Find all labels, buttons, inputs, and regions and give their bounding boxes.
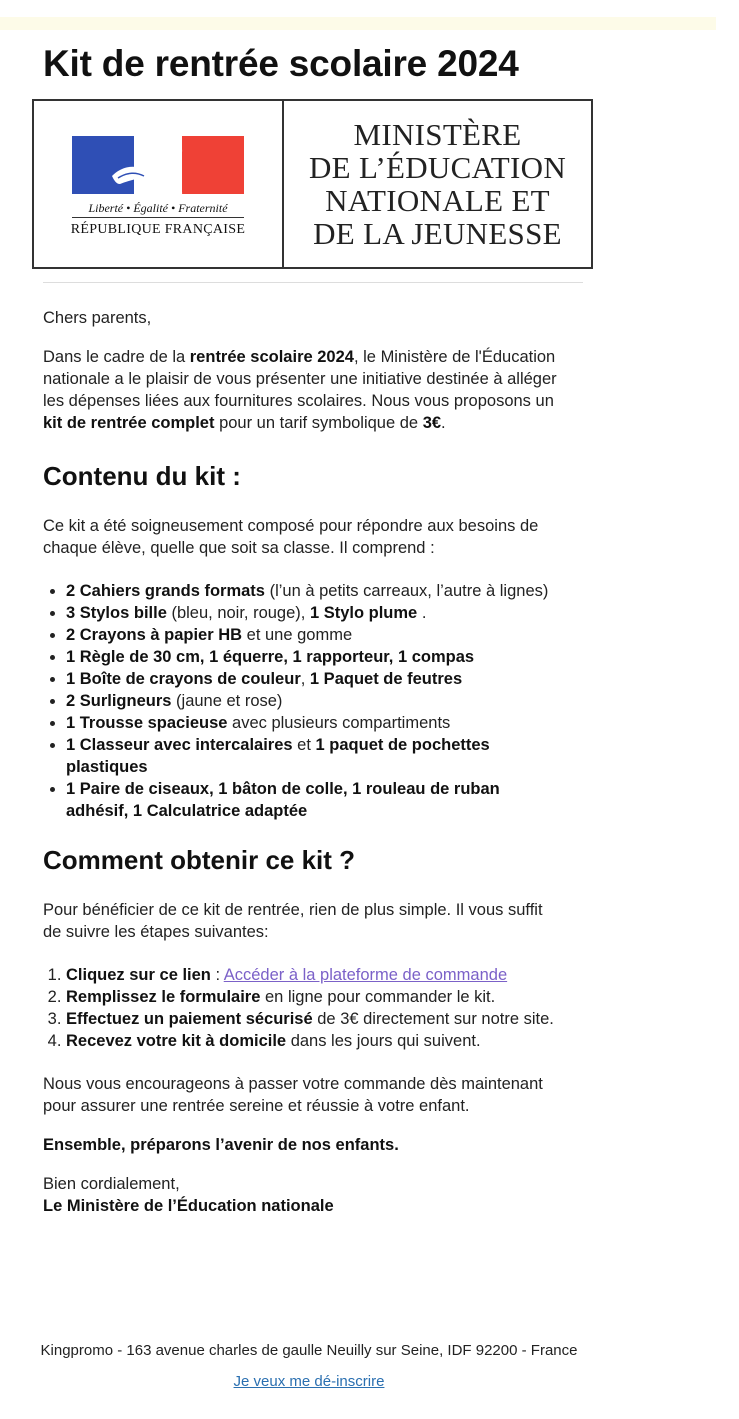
- intro-text: , le Ministère de l'Éducation nationale a le plaisir de vous présenter une initiative destinée à alléger les dépenses liées aux fournitures scolaires. Nous vous proposons un: [43, 348, 557, 410]
- section-heading-contents: Contenu du kit :: [43, 461, 241, 491]
- item-bold: Recevez votre kit à domicile: [66, 1032, 287, 1050]
- ministry-logo-banner: [32, 99, 593, 269]
- ministry-name-block: [284, 101, 591, 267]
- item-text: avec plusieurs compartiments: [227, 714, 451, 732]
- marianne-flag-icon: [72, 136, 244, 194]
- footer-address: Kingpromo - 163 avenue charles de gaulle Neuilly sur Seine, IDF 92200 - France: [40, 1342, 578, 1359]
- kit-item: [66, 690, 563, 712]
- intro-paragraph: [43, 346, 563, 434]
- ministry-line: DE LA JEUNESSE: [313, 216, 562, 251]
- item-bold: 1 Paire de ciseaux, 1 bâton de colle, 1 rouleau de ruban adhésif, 1 Calculatrice adaptée: [66, 780, 500, 820]
- kit-item: [66, 734, 563, 778]
- how-intro: Pour bénéficier de ce kit de rentrée, rien de plus simple. Il vous suffit de suivre les étapes suivantes:: [43, 901, 543, 941]
- item-text: et: [292, 736, 316, 754]
- kit-items-list: [43, 580, 563, 822]
- page-title: Kit de rentrée scolaire 2024: [43, 43, 519, 84]
- item-text: de 3€ directement sur notre site.: [312, 1010, 554, 1028]
- email-body: [43, 307, 563, 1217]
- unsubscribe: [0, 1373, 618, 1390]
- unsubscribe-link[interactable]: Je veux me dé-inscrire: [233, 1373, 385, 1390]
- intro-price: 3€: [422, 414, 442, 432]
- item-text: (l’un à petits carreaux, l’autre à lignes): [264, 582, 549, 600]
- step-item: [66, 1008, 563, 1030]
- item-bold: Effectuez un paiement sécurisé: [66, 1010, 313, 1028]
- top-banner-strip: [0, 17, 716, 30]
- item-bold: 1 Boîte de crayons de couleur: [66, 670, 301, 688]
- item-bold: 1 paquet de pochettes plastiques: [66, 736, 490, 776]
- closing-paragraph: Nous vous encourageons à passer votre commande dès maintenant pour assurer une rentrée sereine et réussie à votre enfant.: [43, 1075, 543, 1115]
- intro-bold: rentrée scolaire 2024: [189, 348, 354, 366]
- item-bold: 1 Trousse spacieuse: [66, 714, 228, 732]
- item-text: en ligne pour commander le kit.: [260, 988, 496, 1006]
- kit-item: [66, 668, 563, 690]
- section-heading-how: Comment obtenir ce kit ?: [43, 845, 356, 875]
- item-text: (jaune et rose): [171, 692, 283, 710]
- header: [43, 40, 583, 88]
- intro-text: pour un tarif symbolique de: [214, 414, 423, 432]
- item-bold: 1 Paquet de feutres: [309, 670, 463, 688]
- kit-item: [66, 602, 563, 624]
- republic-text: RÉPUBLIQUE FRANÇAISE: [70, 222, 246, 237]
- divider: [43, 282, 583, 283]
- intro-text: .: [441, 414, 446, 432]
- signature-text: Le Ministère de l’Éducation nationale: [43, 1197, 334, 1215]
- item-bold: 1 Règle de 30 cm, 1 équerre, 1 rapporteur, 1 compas: [66, 648, 475, 666]
- contents-intro: Ce kit a été soigneusement composé pour répondre aux besoins de chaque élève, quelle que soit sa classe. Il comprend :: [43, 517, 539, 557]
- item-bold: 2 Surligneurs: [66, 692, 172, 710]
- item-bold: 3 Stylos bille: [66, 604, 167, 622]
- step-item: [66, 964, 563, 986]
- marianne-logo: [34, 101, 284, 267]
- kit-item: [66, 624, 563, 646]
- tagline: [43, 1134, 563, 1156]
- item-bold: 1 Classeur avec intercalaires: [66, 736, 293, 754]
- ministry-line: DE L’ÉDUCATION: [308, 150, 567, 185]
- signature: [43, 1195, 563, 1217]
- regards: Bien cordialement,: [43, 1175, 180, 1193]
- ministry-line: NATIONALE ET: [325, 183, 550, 218]
- kit-item: [66, 778, 563, 822]
- motto-text: Liberté • Égalité • Fraternité: [88, 201, 228, 215]
- kit-item: [66, 712, 563, 734]
- order-platform-link[interactable]: Accéder à la plateforme de commande: [223, 966, 508, 984]
- logo-divider: [72, 217, 244, 218]
- kit-item: [66, 580, 563, 602]
- step-item: [66, 986, 563, 1008]
- item-text: :: [210, 966, 224, 984]
- item-text: ,: [300, 670, 310, 688]
- intro-bold: kit de rentrée complet: [43, 414, 215, 432]
- item-text: .: [417, 604, 427, 622]
- item-text: dans les jours qui suivent.: [286, 1032, 481, 1050]
- item-text: (bleu, noir, rouge),: [166, 604, 310, 622]
- item-bold: Remplissez le formulaire: [66, 988, 261, 1006]
- item-text: et une gomme: [242, 626, 353, 644]
- greeting: Chers parents,: [43, 309, 152, 327]
- tagline-text: Ensemble, préparons l’avenir de nos enfants.: [43, 1136, 399, 1154]
- steps-list: [43, 964, 563, 1052]
- intro-text: Dans le cadre de la: [43, 348, 190, 366]
- item-bold: 2 Crayons à papier HB: [66, 626, 243, 644]
- step-item: [66, 1030, 563, 1052]
- ministry-line: MINISTÈRE: [353, 117, 522, 152]
- item-bold: 2 Cahiers grands formats: [66, 582, 265, 600]
- kit-item: [66, 646, 563, 668]
- item-bold: Cliquez sur ce lien: [66, 966, 211, 984]
- item-bold: 1 Stylo plume: [309, 604, 418, 622]
